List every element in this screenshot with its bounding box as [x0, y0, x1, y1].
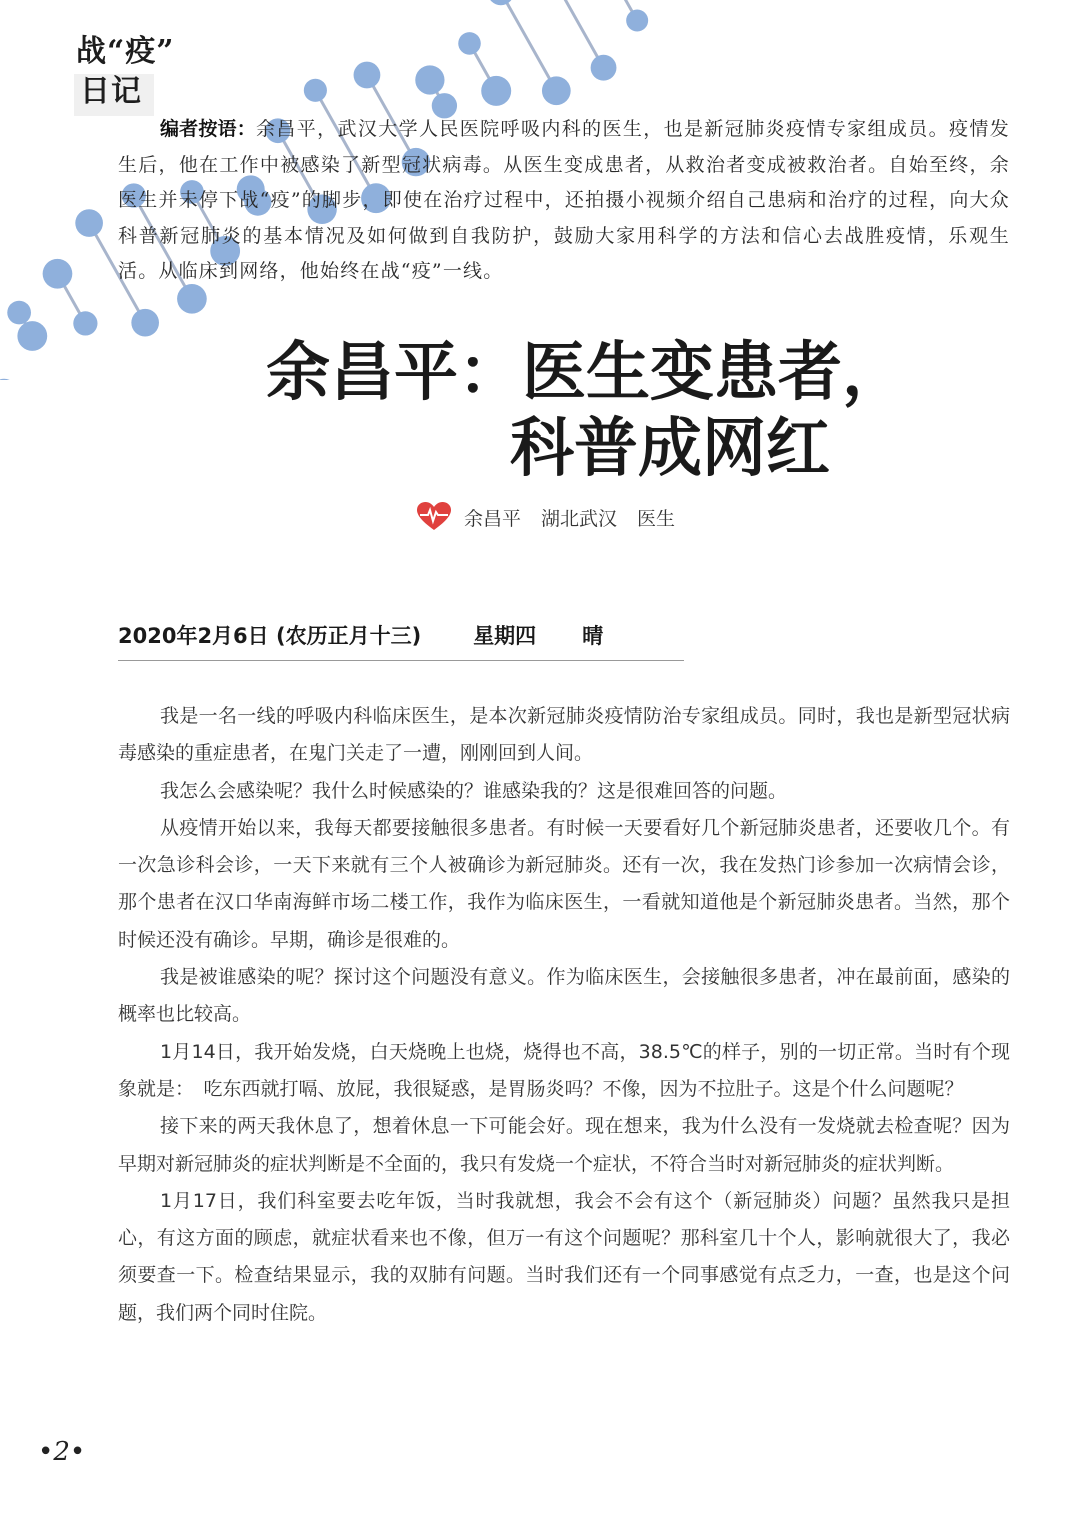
dna-rung: [0, 307, 4, 380]
dna-node: [43, 259, 73, 289]
logo-line1: 战“疫”: [76, 34, 175, 69]
heart-pulse-icon: [416, 502, 452, 532]
diary-body: [118, 698, 1010, 1332]
diary-dateline: [118, 620, 684, 661]
dna-node: [481, 76, 511, 106]
logo-line2: 日记: [80, 74, 142, 109]
column-logo: [74, 32, 175, 114]
dna-node: [591, 55, 617, 81]
title-line2: 科普成网红: [510, 411, 830, 486]
body-paragraph: 1月14日，我开始发烧，白天烧晚上也烧，烧得也不高，38.5℃的样子，别的一切正常。当时有个现象就是： 吃东西就打嗝、放屁，我很疑惑，是胃肠炎吗？不像，因为不拉肚子。这是个什么问题呢？: [118, 1040, 1010, 1100]
dna-node: [626, 10, 648, 32]
author-role: 医生: [637, 507, 676, 530]
dna-node: [131, 309, 159, 337]
body-paragraph: 我是被谁感染的呢？探讨这个问题没有意义。作为临床医生，会接触很多患者，冲在最前面，感染的概率也比较高。: [118, 966, 1010, 1026]
title-line1: 余昌平：医生变患者，: [266, 335, 906, 410]
dna-node: [0, 379, 18, 380]
dna-rung: [545, 0, 604, 68]
dna-node: [75, 209, 103, 237]
dna-node: [542, 76, 571, 105]
editor-note: [118, 112, 1010, 290]
dna-rung: [501, 0, 556, 91]
dna-node: [304, 79, 327, 102]
author-name: 余昌平: [464, 507, 522, 530]
dna-node: [17, 321, 47, 351]
dna-node: [73, 311, 97, 335]
body-paragraph: 1月17日，我们科室要去吃年饭，当时我就想，我会不会有这个（新冠肺炎）问题？虽然我只是担心，有这方面的顾虑，就症状看来也不像，但万一有这个问题呢？那科室几十个人，影响就很大了，我必须要查一下。检查结果显示，我的双肺有问题。当时我们还有一个同事感觉有点乏力，一查，也是这个问题，我们两个同时住院。: [118, 1189, 1010, 1324]
editor-note-text: 余昌平，武汉大学人民医院呼吸内科的医生，也是新冠肺炎疫情专家组成员。疫情发生后，他在工作中被感染了新型冠状病毒。从医生变成患者，从救治者变成被救治者。自始至终，余医生并未停下战“疫”的脚步，即使在治疗过程中，还拍摄小视频介绍自己患病和治疗的过程，向大众科普新冠肺炎的基本情况及如何做到自我防护，鼓励大家用科学的方法和信心去战胜疫情，乐观生活。从临床到网络，他始终在战“疫”一线。: [118, 118, 1010, 282]
diary-weekday: 星期四: [473, 624, 537, 648]
dna-node: [415, 65, 444, 94]
body-paragraph: 我怎么会感染呢？我什么时候感染的？谁感染我的？这是很难回答的问题。: [160, 779, 788, 802]
dna-node: [354, 62, 381, 89]
dna-node: [7, 301, 31, 325]
dna-node: [458, 32, 481, 55]
body-paragraph: 接下来的两天我休息了，想着休息一下可能会好。现在想来，我为什么没有一发烧就去检查呢？因为早期对新冠肺炎的症状判断是不全面的，我只有发烧一个症状，不符合当时对新冠肺炎的症状判断。: [118, 1115, 1010, 1175]
author-place: 湖北武汉: [541, 507, 618, 530]
diary-date: 2020年2月6日 (农历正月十三): [118, 624, 422, 648]
body-paragraph: 我是一名一线的呼吸内科临床医生，是本次新冠肺炎疫情防治专家组成员。同时，我也是新型冠状病毒感染的重症患者，在鬼门关走了一遭，刚刚回到人间。: [118, 705, 1010, 765]
editor-note-lead: 编者按语：: [160, 118, 256, 140]
dna-node: [488, 0, 514, 5]
author-byline: [416, 500, 695, 534]
body-paragraph: 从疫情开始以来，我每天都要接触很多患者。有时候一天要看好几个新冠肺炎患者，还要收几个。有一次急诊科会诊，一天下来就有三个人被确诊为新冠肺炎。还有一次，我在发热门诊参加一次病情会诊，那个患者在汉口华南海鲜市场二楼工作，我作为临床医生，一看就知道他是个新冠肺炎患者。当然，那个时候还没有确诊。早期，确诊是很难的。: [118, 816, 1010, 951]
page-number: •2•: [38, 1437, 86, 1467]
diary-weather: 晴: [582, 624, 604, 648]
